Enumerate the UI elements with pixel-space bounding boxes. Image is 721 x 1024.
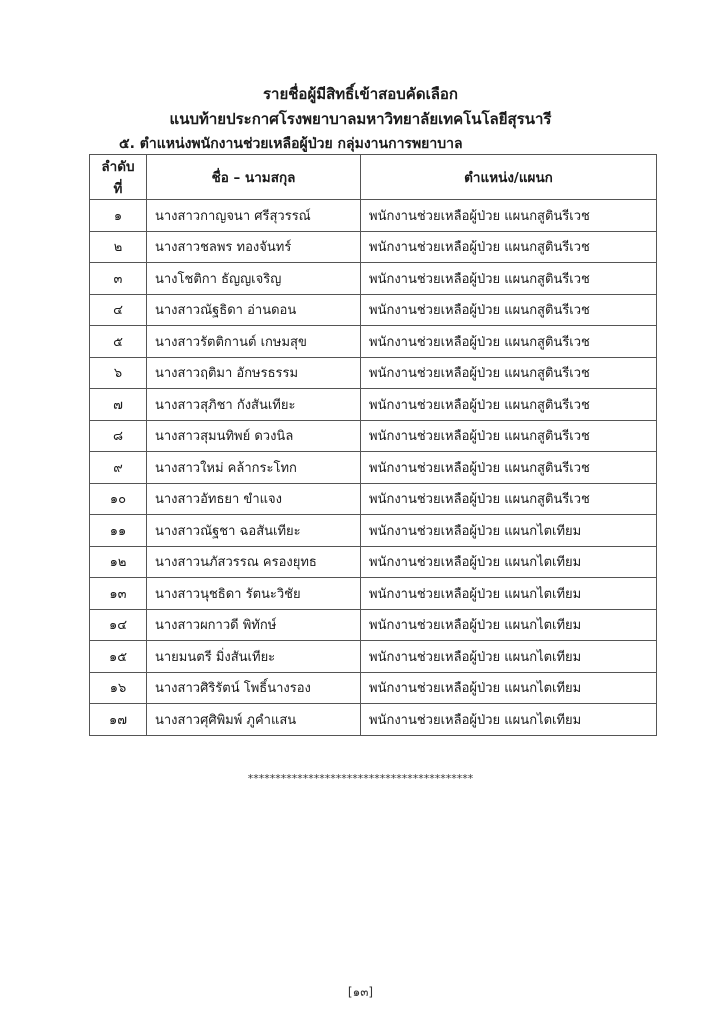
candidate-table bbox=[89, 154, 657, 736]
cell-position: พนักงานช่วยเหลือผู้ป่วย แผนกไตเทียม bbox=[361, 641, 657, 673]
table-row bbox=[90, 546, 657, 578]
cell-position: พนักงานช่วยเหลือผู้ป่วย แผนกไตเทียม bbox=[361, 609, 657, 641]
cell-order: ๑๑ bbox=[90, 515, 147, 547]
cell-name: นางสาวกาญจนา ศรีสุวรรณ์ bbox=[147, 200, 361, 232]
cell-name: นางสาวผกาวดี พิทักษ์ bbox=[147, 609, 361, 641]
cell-name: นางสาวฤติมา อักษรธรรม bbox=[147, 357, 361, 389]
table-row bbox=[90, 389, 657, 421]
cell-name: นางสาวอัทธยา ขำแจง bbox=[147, 483, 361, 515]
cell-position: พนักงานช่วยเหลือผู้ป่วย แผนกไตเทียม bbox=[361, 704, 657, 736]
column-header-order: ลำดับที่ bbox=[90, 155, 147, 200]
table-row bbox=[90, 294, 657, 326]
section-heading: ๕. ตำแหน่งพนักงานช่วยเหลือผู้ป่วย กลุ่มงานการพยาบาล bbox=[119, 136, 463, 152]
page-number: [๑๓] bbox=[347, 985, 374, 999]
table-row bbox=[90, 452, 657, 484]
cell-position: พนักงานช่วยเหลือผู้ป่วย แผนกไตเทียม bbox=[361, 546, 657, 578]
document-subtitle: แนบท้ายประกาศโรงพยาบาลมหาวิทยาลัยเทคโนโลยีสุรนารี bbox=[169, 110, 552, 128]
table-header-row bbox=[90, 155, 657, 200]
column-header-name: ชื่อ – นามสกุล bbox=[147, 155, 361, 200]
cell-position: พนักงานช่วยเหลือผู้ป่วย แผนกไตเทียม bbox=[361, 578, 657, 610]
cell-position: พนักงานช่วยเหลือผู้ป่วย แผนกสูตินรีเวช bbox=[361, 294, 657, 326]
cell-name: นางสาวชลพร ทองจันทร์ bbox=[147, 231, 361, 263]
cell-position: พนักงานช่วยเหลือผู้ป่วย แผนกไตเทียม bbox=[361, 672, 657, 704]
table-row bbox=[90, 357, 657, 389]
cell-name: นางสาวณัฐธิดา อ่านดอน bbox=[147, 294, 361, 326]
cell-name: นางสาวสุมนทิพย์ ดวงนิล bbox=[147, 420, 361, 452]
table-row bbox=[90, 672, 657, 704]
cell-position: พนักงานช่วยเหลือผู้ป่วย แผนกสูตินรีเวช bbox=[361, 357, 657, 389]
cell-order: ๓ bbox=[90, 263, 147, 295]
table-row bbox=[90, 515, 657, 547]
document-title: รายชื่อผู้มีสิทธิ์เข้าสอบคัดเลือก bbox=[262, 85, 458, 103]
cell-order: ๔ bbox=[90, 294, 147, 326]
cell-position: พนักงานช่วยเหลือผู้ป่วย แผนกสูตินรีเวช bbox=[361, 483, 657, 515]
cell-name: นางสาวศิริรัตน์ โพธิ์นางรอง bbox=[147, 672, 361, 704]
table-row bbox=[90, 483, 657, 515]
table-row bbox=[90, 326, 657, 358]
table-row bbox=[90, 641, 657, 673]
cell-order: ๑๓ bbox=[90, 578, 147, 610]
table-row bbox=[90, 231, 657, 263]
cell-order: ๑๕ bbox=[90, 641, 147, 673]
cell-position: พนักงานช่วยเหลือผู้ป่วย แผนกสูตินรีเวช bbox=[361, 263, 657, 295]
cell-position: พนักงานช่วยเหลือผู้ป่วย แผนกสูตินรีเวช bbox=[361, 452, 657, 484]
cell-order: ๙ bbox=[90, 452, 147, 484]
table-row bbox=[90, 704, 657, 736]
cell-order: ๗ bbox=[90, 389, 147, 421]
cell-order: ๑ bbox=[90, 200, 147, 232]
cell-order: ๑๒ bbox=[90, 546, 147, 578]
cell-name: นางสาวณัฐชา ฉอสันเทียะ bbox=[147, 515, 361, 547]
cell-position: พนักงานช่วยเหลือผู้ป่วย แผนกสูตินรีเวช bbox=[361, 200, 657, 232]
separator-line: ***************************************** bbox=[247, 772, 474, 785]
cell-order: ๒ bbox=[90, 231, 147, 263]
cell-order: ๕ bbox=[90, 326, 147, 358]
cell-name: นางสาวนุชธิดา รัตนะวิชัย bbox=[147, 578, 361, 610]
cell-position: พนักงานช่วยเหลือผู้ป่วย แผนกไตเทียม bbox=[361, 515, 657, 547]
cell-name: นางสาวนภัสวรรณ ครองยุทธ bbox=[147, 546, 361, 578]
cell-name: นางโชติกา ธัญญเจริญ bbox=[147, 263, 361, 295]
cell-name: นางสาวใหม่ คล้ากระโทก bbox=[147, 452, 361, 484]
cell-order: ๑๐ bbox=[90, 483, 147, 515]
table-row bbox=[90, 578, 657, 610]
cell-order: ๑๖ bbox=[90, 672, 147, 704]
table-row bbox=[90, 263, 657, 295]
cell-position: พนักงานช่วยเหลือผู้ป่วย แผนกสูตินรีเวช bbox=[361, 389, 657, 421]
cell-order: ๖ bbox=[90, 357, 147, 389]
cell-position: พนักงานช่วยเหลือผู้ป่วย แผนกสูตินรีเวช bbox=[361, 231, 657, 263]
cell-name: นางสาวศุศิพิมพ์ ภูคำแสน bbox=[147, 704, 361, 736]
table-row bbox=[90, 420, 657, 452]
cell-position: พนักงานช่วยเหลือผู้ป่วย แผนกสูตินรีเวช bbox=[361, 420, 657, 452]
cell-order: ๑๔ bbox=[90, 609, 147, 641]
cell-name: นายมนตรี มิ่งสันเทียะ bbox=[147, 641, 361, 673]
cell-name: นางสาวรัตติกานต์ เกษมสุข bbox=[147, 326, 361, 358]
cell-name: นางสาวสุภิชา กังสันเทียะ bbox=[147, 389, 361, 421]
cell-position: พนักงานช่วยเหลือผู้ป่วย แผนกสูตินรีเวช bbox=[361, 326, 657, 358]
table-row bbox=[90, 200, 657, 232]
cell-order: ๘ bbox=[90, 420, 147, 452]
cell-order: ๑๗ bbox=[90, 704, 147, 736]
table-row bbox=[90, 609, 657, 641]
column-header-position: ตำแหน่ง/แผนก bbox=[361, 155, 657, 200]
